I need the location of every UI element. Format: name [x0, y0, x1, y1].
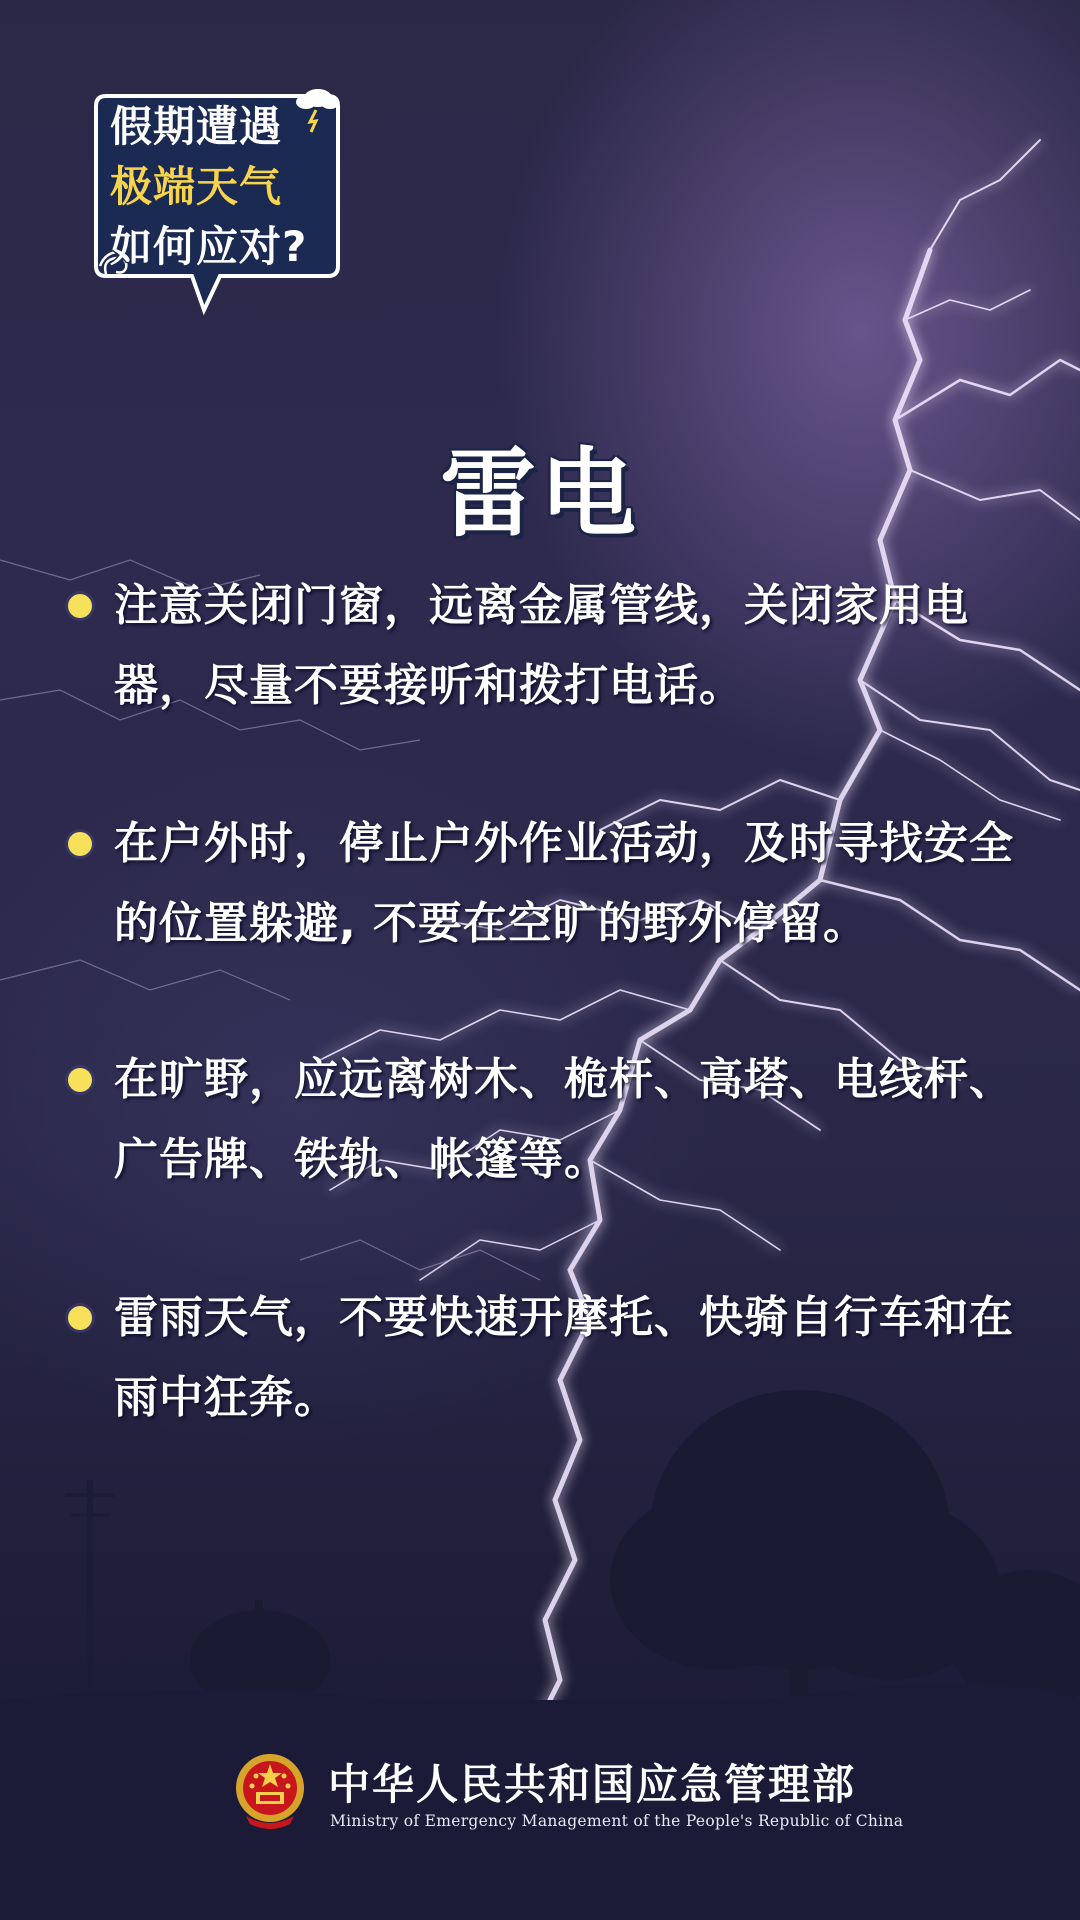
national-emblem-icon [232, 1750, 308, 1830]
page-title: 雷电 [440, 438, 640, 550]
footer [0, 1700, 1080, 1920]
organization-name-en: Ministry of Emergency Management of the People's Republic of China [330, 1812, 904, 1830]
header-badge [92, 88, 342, 318]
tree-silhouettes [190, 1390, 1080, 1710]
list-item-text: 雷雨天气，不要快速开摩托、快骑自行车和在雨中狂奔。 [114, 1292, 1014, 1423]
list-item-text: 在户外时，停止户外作业活动，及时寻找安全的位置躲避, 不要在空旷的野外停留。 [114, 818, 1014, 949]
badge-title-line-1: 假期遭遇 [110, 102, 283, 151]
badge-title-line-2: 极端天气 [110, 162, 283, 211]
bullet-dot-icon [68, 1306, 92, 1330]
bullet-dot-icon [68, 594, 92, 618]
list-item-text: 在旷野，应远离树木、桅杆、高塔、电线杆、广告牌、铁轨、帐篷等。 [114, 1054, 1014, 1185]
utility-pole [65, 1480, 115, 1720]
list-item-text: 注意关闭门窗，远离金属管线，关闭家用电器，尽量不要接听和拨打电话。 [114, 580, 969, 711]
bullet-dot-icon [68, 1068, 92, 1092]
badge-title-line-3: 如何应对? [110, 222, 308, 271]
bullet-dot-icon [68, 832, 92, 856]
organization-name-cn: 中华人民共和国应急管理部 [328, 1760, 857, 1809]
